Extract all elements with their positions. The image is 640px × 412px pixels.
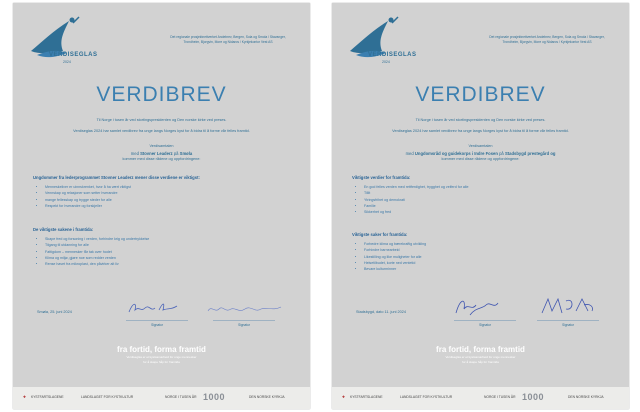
cross-icon: ✚ [23, 395, 26, 399]
partners-text: Det regionale prosjektnettverket Andebrev, Bergen, Sola og Smola / Stavanger, Trondheim, Bjorgvin, More og Nidaros / Kyrkjekontor Vest AS [170, 35, 286, 44]
values-heading: Viktigste verdier for framtida: [352, 175, 411, 180]
list-item: • Ytringsfrihet og demokrati [364, 197, 468, 203]
cross-icon: ✚ [342, 395, 345, 399]
signature-label-1: Signatur [479, 323, 491, 327]
intro-line: Verdiseglas 2024 har samlet verdibrev fra unge langs Norges kyst for å bidra til å forme vår felles framtid. [73, 129, 250, 133]
footer-logo-3: NORGE I TUSEN ÅR [165, 395, 197, 399]
footer-logo-2: LANDSLAGET FOR KYSTKULTUR [81, 395, 134, 399]
list-item: • Menneskeliver er uinnskrenket, hvor å ha vært viktigst [45, 184, 131, 190]
addressed-line: Til Norge i tusen år ved stortingspresidenten og Den norske kirke ved preses. [415, 118, 546, 122]
signature-line-2 [537, 320, 599, 321]
footer-logo-5: DEN NORSKE KYRKJA [249, 395, 285, 399]
from-label: Verdisamtalen [468, 144, 493, 148]
list-item: • Likestilling og like muligheter for alle [364, 254, 426, 260]
signature-label-1: Signatur [151, 323, 163, 327]
sponsor-footer [332, 387, 629, 409]
handwritten-signature-2 [538, 295, 598, 317]
from-line: med Ungdomsråd og guidekorps i Indre Fosen på Stadsbygd prestegård og [405, 151, 556, 156]
list-item: • Forhindre barnearbeid [364, 247, 426, 253]
intro-line: Verdiseglas 2024 har samlet verdibrev fra unge langs Norges kyst for å bidra til å forme vår felles framtid. [392, 129, 569, 133]
signature-line-1 [454, 320, 516, 321]
addressed-line: Til Norge i tusen år ved stortingspresidenten og Den norske kirke ved preses. [96, 118, 227, 122]
causes-list [354, 241, 426, 272]
causes-heading: Viktigste saker for framtida: [352, 232, 408, 237]
from-label: Verdisamtalen [149, 144, 174, 148]
list-item: • Respekt for hverandre og forskjeller [45, 203, 131, 209]
values-list [354, 184, 468, 215]
signature-label-2: Signatur [562, 323, 574, 327]
list-item: • En god felles verden med rettferdighet, trygghet og velferd for alle [364, 184, 468, 190]
footer-logo-5: DEN NORSKE KYRKJA [568, 395, 604, 399]
letter-title: VERDIBREV [415, 83, 546, 106]
footer-logo-1000: 1000 [203, 392, 226, 402]
list-item: • Vennskap og relasjoner som setter hverandre [45, 190, 131, 196]
logo-year: 2024 [382, 60, 390, 64]
causes-list [35, 236, 149, 267]
sponsor-footer [13, 387, 310, 409]
list-item: • Rense havet fra mikroplast, den påvirker alt liv [45, 261, 149, 267]
sailing-angel-logo-icon [23, 11, 93, 71]
slogan: fra fortid, forma framtid [117, 345, 206, 354]
letter-title: VERDIBREV [96, 83, 227, 106]
logo-wordmark: VERDISEGLAS [368, 52, 417, 58]
footer-logo-3: NORGE I TUSEN ÅR [484, 395, 516, 399]
footer-logo-1: KYSTFARTSLAGENE [350, 395, 383, 399]
value-letter-1 [13, 3, 310, 409]
footer-logo-1000: 1000 [522, 392, 545, 402]
footer-logo-2: LANDSLAGET FOR KYSTKULTUR [400, 395, 453, 399]
slogan-sub-2: for å skape håp for framtida [143, 360, 180, 364]
list-item: • Familie [364, 203, 468, 209]
list-item: • Tilgang til utdanning for alle [45, 242, 149, 248]
handwritten-signature-1 [452, 293, 502, 319]
list-item: • Klima og miljø, gjøre noe som redder verden [45, 255, 149, 261]
list-item: • Sikkerhet og fred [364, 209, 468, 215]
footer-logo-1: KYSTFARTSLAGENE [31, 395, 64, 399]
list-item: • mange fellesskap og trygge steder for alle [45, 197, 131, 203]
logo-year: 2024 [63, 60, 71, 64]
slogan: fra fortid, forma framtid [436, 345, 525, 354]
causes-heading: De viktigste sakene i framtida: [33, 227, 94, 232]
signature-line-2 [213, 320, 275, 321]
slogan-sub-1: Verdiseglas er et kystsamarbeid for unge mennesker [126, 355, 197, 359]
handwritten-signature-2 [205, 301, 285, 317]
slogan-sub-1: Verdiseglas er et kystsamarbeid for unge mennesker [445, 355, 516, 359]
place-date: Stadsbygd, dato 11. juni 2024 [356, 310, 406, 314]
list-item: • Bevare kulturminner [364, 266, 426, 272]
signature-label-2: Signatur [238, 323, 250, 327]
list-item: • Skape fred og forsoning i verden, forhindre krig og undertrykkelse [45, 236, 149, 242]
handwritten-signature-1 [125, 298, 185, 318]
list-item: • Tillit [364, 190, 468, 196]
partners-text: Det regionale prosjektnettverket Andebrev, Bergen, Sola og Smola / Stavanger, Trondheim, Bjorgvin, More og Nidaros / Kyrkjekontor Vest AS [489, 35, 605, 44]
list-item: • Helsetilbudet, korte ned ventetid [364, 260, 426, 266]
logo-wordmark: VERDISEGLAS [49, 52, 98, 58]
signature-line-1 [126, 320, 188, 321]
slogan-sub-2: for å skape håp for framtida [462, 360, 499, 364]
list-item: • Forbedre klima og bærekraftig utvikling [364, 241, 426, 247]
sailing-angel-logo-icon [342, 11, 412, 71]
from-line-2: kommer med disse rådene og oppfordringene: [122, 157, 201, 161]
from-line: med Stovner Leaderz på Smøla [130, 151, 193, 156]
values-list [35, 184, 131, 209]
value-letter-2 [332, 3, 629, 409]
from-line-2: kommer med disse rådene og oppfordringene: [441, 157, 520, 161]
place-date: Smøla, 25. juni 2024 [37, 310, 72, 314]
list-item: • Fattigdom – mennesker får tak over hodet [45, 249, 149, 255]
values-heading: Ungdommer fra lederprogrammet Stovner Leaderz mener disse verdiene er viktigst: [33, 175, 200, 180]
